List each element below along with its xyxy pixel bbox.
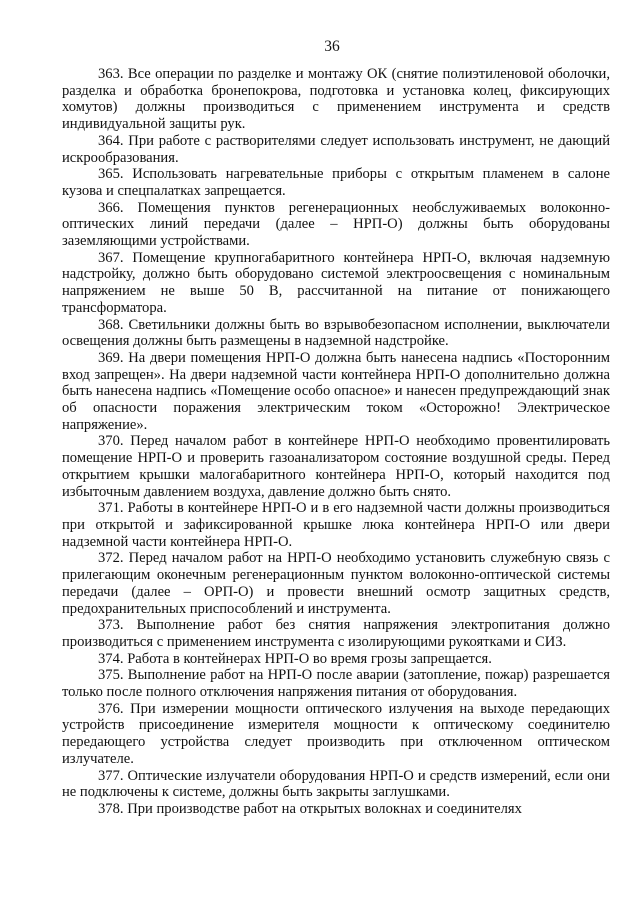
paragraph-371: 371. Работы в контейнере НРП-О и в его надземной части должны производиться при открытой и зафиксированной крышке люка контейнера НРП-О или двери надземной части контейнера НРП-О. — [62, 500, 610, 550]
paragraph-375: 375. Выполнение работ на НРП-О после аварии (затопление, пожар) разрешается только после полного отключения напряжения питания от оборудования. — [62, 667, 610, 701]
paragraph-376: 376. При измерении мощности оптического излучения на выходе передающих устройств присоединение измерителя мощности к оптическому соединителю передающего устройства следует производить при отключенном оптическом излучателе. — [62, 700, 610, 767]
paragraph-367: 367. Помещение крупногабаритного контейнера НРП-О, включая надземную надстройку, должно быть оборудовано системой электроосвещения с номинальным напряжением не выше 50 В, рассчитанной на питание от понижающего трансформатора. — [62, 249, 610, 316]
page-number: 36 — [324, 38, 340, 55]
paragraph-370: 370. Перед началом работ в контейнере НРП-О необходимо провентилировать помещение НРП-О и проверить газоанализатором состояние воздушной среды. Перед открытием крышки малогабаритного контейнера НРП-О, который находится под избыточным давлением воздуха, давление должно быть снято. — [62, 433, 610, 500]
paragraph-373: 373. Выполнение работ без снятия напряжения электропитания должно производиться с применением инструмента с изолирующими рукоятками и СИЗ. — [62, 617, 610, 650]
paragraph-363: 363. Все операции по разделке и монтажу ОК (снятие полиэтиленовой оболочки, разделка и обработка бронепокрова, подготовка и установка колец, фиксирующих хомутов) должны производиться с применением инструмента и средств индивидуальной защиты рук. — [62, 66, 610, 133]
paragraph-365: 365. Использовать нагревательные приборы с открытым пламенем в салоне кузова и спецпалатках запрещается. — [62, 166, 610, 199]
paragraph-364: 364. При работе с растворителями следует использовать инструмент, не дающий искрообразования. — [62, 132, 610, 166]
paragraph-368: 368. Светильники должны быть во взрывобезопасном исполнении, выключатели освещения должны быть размещены в надземной надстройке. — [62, 316, 610, 350]
paragraph-374: 374. Работа в контейнерах НРП-О во время грозы запрещается. — [98, 650, 492, 667]
paragraph-378: 378. При производстве работ на открытых волокнах и соединителях — [98, 800, 522, 817]
paragraph-366: 366. Помещения пунктов регенерационных необслуживаемых волоконно-оптических линий передачи (далее – НРП-О) должны быть оборудованы заземляющими устройствами. — [62, 199, 610, 250]
paragraph-372: 372. Перед началом работ на НРП-О необходимо установить служебную связь с прилегающим оконечным регенерационным пунктом волоконно-оптической системы передачи (далее – ОРП-О) и провести внешний осмотр защитных средств, предохранительных приспособлений и инструмента. — [62, 550, 610, 617]
paragraph-377: 377. Оптические излучатели оборудования НРП-О и средств измерений, если они не подключены к системе, должны быть закрыты заглушками. — [62, 767, 610, 801]
paragraph-369: 369. На двери помещения НРП-О должна быть нанесена надпись «Посторонним вход запрещен». На двери надземной части контейнера НРП-О дополнительно должна быть нанесена надпись «Помещение особо опасное» и нанесен предупреждающий знак об опасности поражения электрическим током «Осторожно! Электрическое напряжение». — [62, 349, 610, 433]
